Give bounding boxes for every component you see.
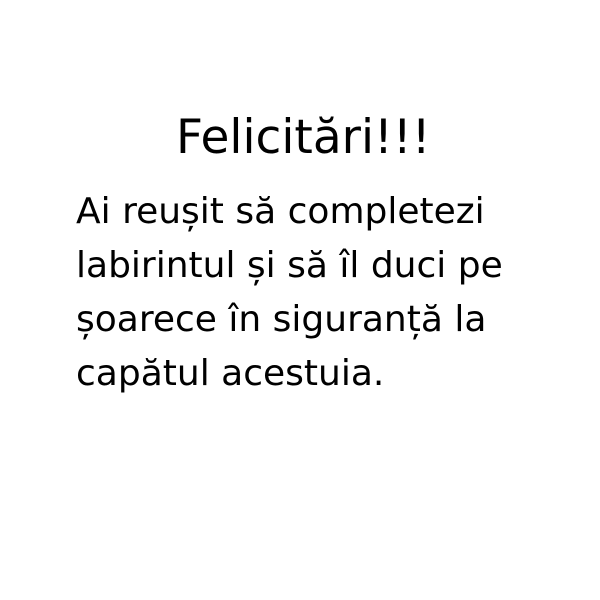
win-message-line-2: labirintul și să îl duci pe xyxy=(76,245,503,286)
win-message-line-3: șoarece în siguranță la xyxy=(76,299,487,340)
win-message xyxy=(76,185,586,401)
win-message-line-1: Ai reușit să completezi xyxy=(76,191,485,232)
win-message-line-4: capătul acestuia. xyxy=(76,353,385,394)
congratulations-title: Felicitări!!! xyxy=(176,110,431,165)
